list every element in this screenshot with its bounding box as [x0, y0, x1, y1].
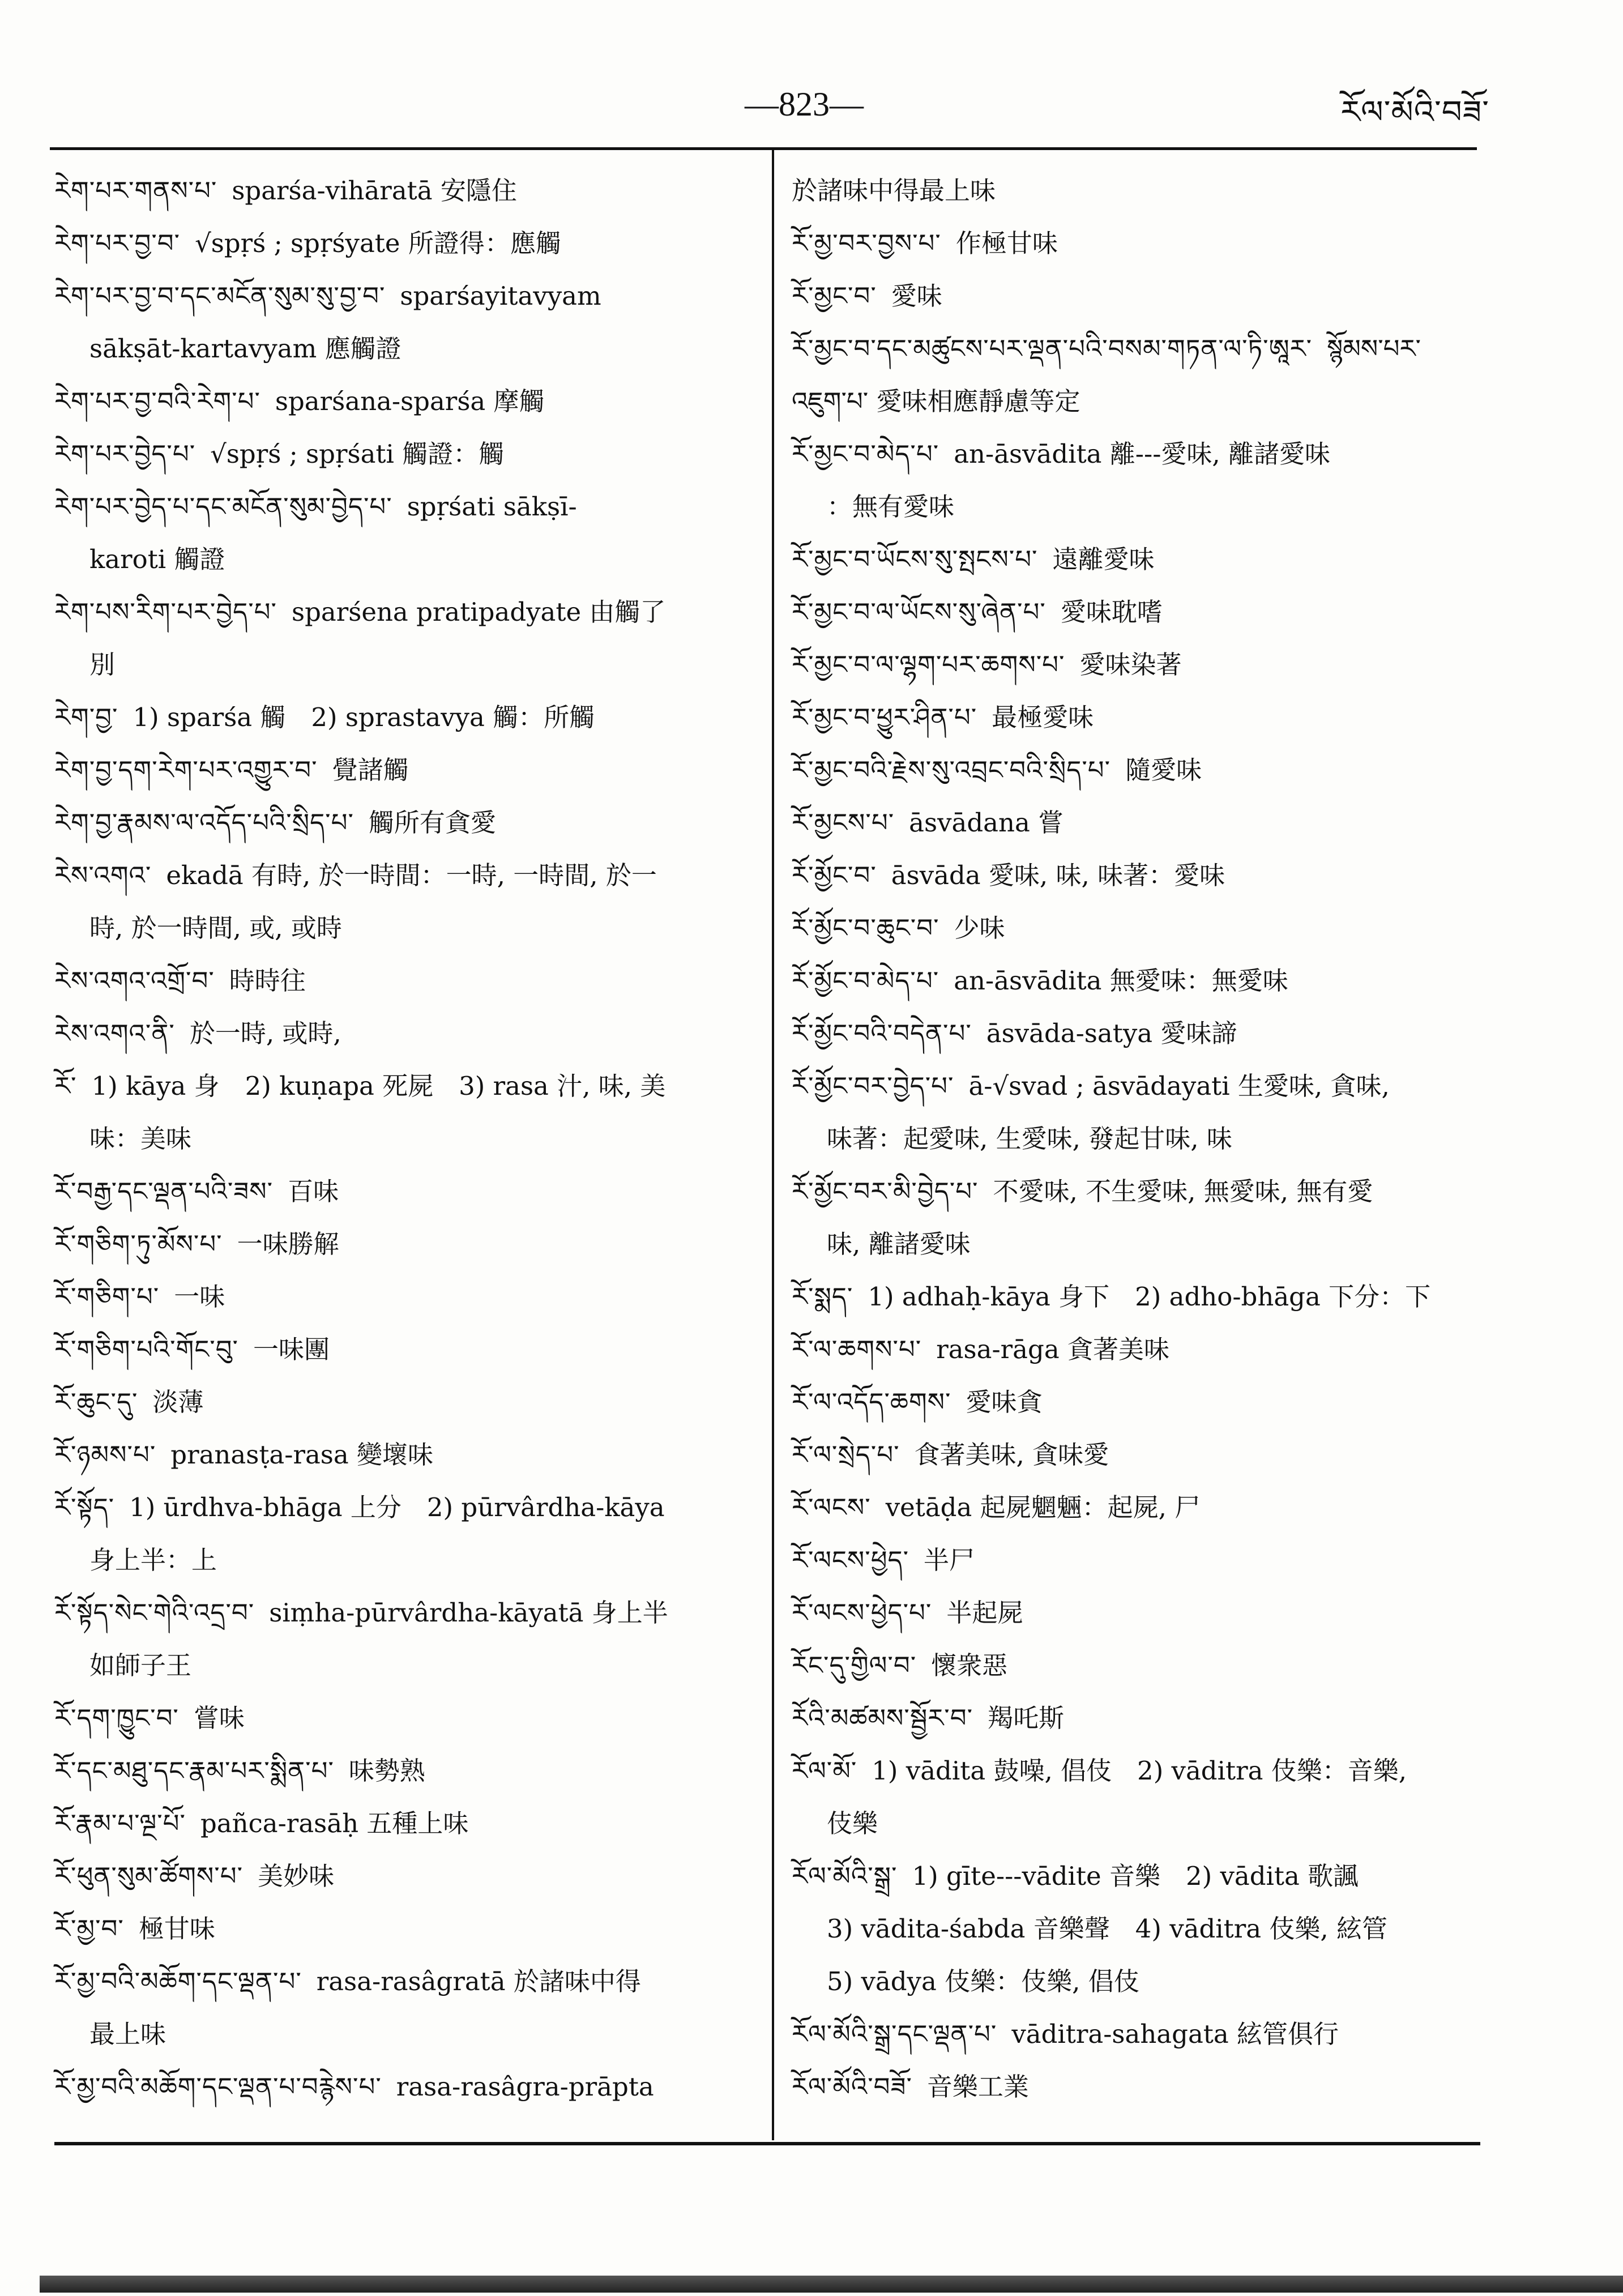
dictionary-entry	[792, 270, 1466, 322]
entry-headword: རོ་མྱང་བའི་རྗེས་སུ་འབྲང་བའི་སྲིད་པ་	[792, 755, 1111, 785]
entry-definition: 覺諸觸	[332, 755, 409, 785]
dictionary-entry	[792, 164, 1466, 217]
entry-definition: 愛味耽嗜	[1060, 597, 1163, 627]
entry-headword: རེས་འགའ་འགྲོ་བ་	[54, 966, 215, 996]
running-head: རོལ་མོའི་བཟོ་	[1340, 94, 1489, 131]
entry-headword: རོ་མྱང་བ་ཡོངས་སུ་སྤངས་པ་	[792, 544, 1038, 574]
entry-definition: rasa-rāga 貪著美味	[936, 1334, 1169, 1364]
entry-headword: རོ་བརྒྱ་དང་ལྡན་པའི་ཟས་	[54, 1176, 274, 1206]
right-column	[792, 164, 1466, 2113]
entry-headword: རོང་དུ་གྱིལ་བ་	[792, 1650, 917, 1680]
entry-headword: རོ་	[54, 1071, 77, 1101]
entry-headword: རོ་ལངས་ཕྱེད་	[792, 1545, 909, 1575]
entry-definition: 1) ūrdhva-bhāga 上分 2) pūrvârdha-kāya	[129, 1492, 665, 1522]
dictionary-entry	[792, 1639, 1466, 1692]
dictionary-entry	[54, 2060, 757, 2113]
dictionary-entry	[792, 428, 1466, 533]
entry-headword: རོལ་མོའི་སྒྲ་དང་ལྡན་པ་	[792, 2019, 997, 2049]
entry-definition: spṛśati sākṣī-	[407, 492, 577, 522]
dictionary-entry	[792, 796, 1466, 849]
dictionary-entry	[54, 1270, 757, 1323]
entry-definition: 嘗味	[193, 1703, 245, 1733]
entry-definition: sparśana-sparśa 摩觸	[275, 386, 545, 416]
entry-definition: 作極甘味	[955, 228, 1058, 258]
entry-definition: 味著：起愛味, 生愛味, 發起甘味, 味	[827, 1124, 1232, 1154]
dictionary-entry	[792, 2008, 1466, 2060]
dictionary-entry	[54, 1586, 757, 1692]
entry-headword: རེག་པར་བྱེད་པ་དང་མངོན་སུམ་བྱེད་པ་	[54, 492, 392, 522]
entry-definition: སྙོམས་པར་འཇུག་པ་ 愛味相應靜慮等定	[792, 334, 1421, 416]
entry-definition: āsvāda 愛味, 味, 味著：愛味	[891, 860, 1225, 890]
dictionary-entry	[54, 428, 757, 480]
dictionary-entry	[54, 1165, 757, 1218]
dictionary-entry	[792, 1270, 1466, 1323]
column-divider	[772, 150, 774, 2140]
entry-definition: 最上味	[89, 2019, 166, 2049]
entry-headword: རོ་དང་མཐུ་དང་རྣམ་པར་སྨིན་པ་	[54, 1756, 334, 1786]
entry-definition: ā-√svad ; āsvādayati 生愛味, 貪味,	[968, 1071, 1390, 1101]
entry-definition: 半尸	[924, 1545, 975, 1575]
entry-definition: āsvādana 嘗	[909, 808, 1064, 838]
dictionary-entry	[792, 1850, 1466, 2008]
dictionary-entry	[54, 1428, 757, 1481]
entry-definition: 1) kāya 身 2) kuṇapa 死屍 3) rasa 汁, 味, 美	[91, 1071, 666, 1101]
entry-headword: རེག་བྱ་དག་རེག་པར་འགྱུར་བ་	[54, 755, 318, 785]
entry-definition: pañca-rasāḥ 五種上味	[200, 1808, 469, 1838]
entry-definition: vāditra-sahagata 絃管俱行	[1011, 2019, 1339, 2049]
dictionary-entry	[792, 849, 1466, 902]
entry-definition: sparśayitavyam	[400, 281, 601, 311]
entry-definition: 3) vādita-śabda 音樂聲 4) vāditra 伎樂, 絃管	[827, 1914, 1388, 1944]
entry-definition: 食著美味, 貪味愛	[914, 1440, 1109, 1470]
dictionary-entry	[792, 1481, 1466, 1534]
entry-headword: རོ་ལངས་ཕྱེད་པ་	[792, 1598, 932, 1628]
entry-definition: 時, 於一時間, 或, 或時	[89, 913, 342, 943]
dictionary-entry	[792, 691, 1466, 744]
entry-headword: རོ་མྱ་བ་	[54, 1914, 124, 1944]
entry-headword: རོ་མྱང་བ་ཕྱུར་ཤིན་པ་	[792, 702, 977, 732]
dictionary-entry	[54, 1797, 757, 1850]
dictionary-entry	[54, 796, 757, 849]
entry-definition: 別	[89, 650, 116, 680]
entry-definition: 於一時, 或時,	[189, 1018, 341, 1048]
entry-definition: ekadā 有時, 於一時間：一時, 一時間, 於一	[166, 860, 657, 890]
entry-headword: རོ་མྱོང་བར་མི་བྱེད་པ་	[792, 1176, 979, 1206]
entry-definition: ：無有愛味	[827, 492, 955, 522]
entry-definition: 淡薄	[152, 1387, 204, 1417]
entry-headword: རོ་ཆུང་དུ་	[54, 1387, 138, 1417]
dictionary-entry	[54, 1376, 757, 1428]
entry-definition: 一味勝解	[237, 1229, 339, 1259]
entry-headword: རོ་མྱང་བ་དང་མཚུངས་པར་ལྡན་པའི་བསམ་གཏན་ལ་ཏི་ཨཱར་	[792, 334, 1313, 364]
dictionary-entry	[792, 1007, 1466, 1060]
dictionary-entry	[792, 1165, 1466, 1270]
entry-headword: རོ་མྱ་བར་བྱས་པ་	[792, 228, 941, 258]
entry-headword: རེག་པར་བྱ་བ་དང་མངོན་སུམ་སུ་བྱ་བ་	[54, 281, 386, 311]
dictionary-entry	[54, 375, 757, 428]
entry-headword: རོ་གཅིག་ཏུ་མོས་པ་	[54, 1229, 223, 1259]
entry-headword: རོ་ལ་འདོད་ཆགས་	[792, 1387, 951, 1417]
dictionary-entry	[792, 1744, 1466, 1850]
entry-definition: 味：美味	[89, 1124, 192, 1154]
entry-headword: རོལ་མོའི་སྒྲ་	[792, 1861, 898, 1891]
entry-definition: 如師子王	[89, 1650, 192, 1680]
entry-headword: རེག་པར་བྱ་བ་	[54, 228, 181, 258]
entry-headword: རོ་དག་ཁྱུང་བ་	[54, 1703, 179, 1733]
entry-headword: རོ་མྱང་བ་	[792, 281, 877, 311]
entry-headword: རོ་མྱ་བའི་མཆོག་དང་ལྡན་པ་བརྙེས་པ་	[54, 2072, 382, 2102]
entry-definition: 於諸味中得最上味	[792, 176, 996, 206]
entry-definition: 1) sparśa 觸 2) sprastavya 觸：所觸	[133, 702, 595, 732]
dictionary-entry	[792, 533, 1466, 586]
entry-definition: siṃha-pūrvârdha-kāyatā 身上半	[269, 1598, 668, 1628]
dictionary-entry	[54, 270, 757, 375]
entry-definition: 百味	[288, 1176, 339, 1206]
dictionary-entry	[792, 217, 1466, 270]
entry-headword: རོའི་མཚམས་སྦྱོར་བ་	[792, 1703, 973, 1733]
entry-definition: 1) vādita 鼓噪, 倡伎 2) vāditra 伎樂：音樂,	[872, 1756, 1407, 1786]
entry-headword: རོ་མྱོང་བ་མེད་པ་	[792, 966, 939, 996]
bottom-rule	[54, 2142, 1480, 2145]
entry-definition: 味, 離諸愛味	[827, 1229, 971, 1259]
entry-headword: རོ་མྱང་བ་ལ་ལྷག་པར་ཆགས་པ་	[792, 650, 1065, 680]
entry-definition: 味勢熟	[348, 1756, 425, 1786]
entry-definition: rasa-rasâgra-prāpta	[396, 2072, 654, 2102]
entry-definition: 愛味	[891, 281, 942, 311]
entry-definition: pranasṭa-rasa 變壞味	[170, 1440, 434, 1470]
dictionary-entry	[792, 1060, 1466, 1165]
entry-headword: རེས་འགའ་	[54, 860, 152, 890]
dictionary-entry	[792, 1692, 1466, 1744]
entry-headword: རོ་ལངས་	[792, 1492, 871, 1522]
dictionary-entry	[792, 744, 1466, 796]
entry-definition: 時時往	[229, 966, 306, 996]
entry-headword: རོ་གཅིག་པའི་གོང་བུ་	[54, 1334, 238, 1364]
dictionary-entry	[792, 1376, 1466, 1428]
entry-headword: རོ་སྟོད་སེང་གེའི་འདྲ་བ་	[54, 1598, 255, 1628]
entry-definition: 伎樂	[827, 1808, 878, 1838]
dictionary-entry	[54, 744, 757, 796]
entry-headword: རོ་མྱོང་བ་ཆུང་བ་	[792, 913, 939, 943]
dictionary-entry	[792, 902, 1466, 954]
entry-definition: āsvāda-satya 愛味諦	[986, 1018, 1237, 1048]
dictionary-entry	[792, 1428, 1466, 1481]
dictionary-entry	[54, 480, 757, 586]
entry-headword: རོ་མྱང་བ་མེད་པ་	[792, 439, 939, 469]
entry-headword: རོ་ཕུན་སུམ་ཚོགས་པ་	[54, 1861, 244, 1891]
entry-definition: 最極愛味	[992, 702, 1094, 732]
entry-definition: sākṣāt-kartavyam 應觸證	[89, 334, 402, 364]
dictionary-entry	[54, 586, 757, 691]
dictionary-entry	[792, 1323, 1466, 1376]
entry-definition: 愛味貪	[966, 1387, 1043, 1417]
entry-headword: རེས་འགའ་ནི་	[54, 1018, 175, 1048]
entry-definition: √spṛś ; spṛśati 觸證：觸	[210, 439, 505, 469]
dictionary-entry	[54, 1850, 757, 1902]
entry-headword: རོ་མྱངས་པ་	[792, 808, 895, 838]
entry-headword: རོ་མྱོང་བར་བྱེད་པ་	[792, 1071, 954, 1101]
dictionary-entry	[54, 691, 757, 744]
dictionary-entry	[54, 164, 757, 217]
entry-definition: 遠離愛味	[1052, 544, 1155, 574]
dictionary-entry	[792, 586, 1466, 638]
entry-headword: རོ་ཉམས་པ་	[54, 1440, 156, 1470]
entry-definition: rasa-rasâgratā 於諸味中得	[316, 1966, 641, 1996]
entry-headword: རོ་མྱོང་བའི་བདེན་པ་	[792, 1018, 972, 1048]
entry-headword: རོ་ལ་ཆགས་པ་	[792, 1334, 922, 1364]
dictionary-entry	[54, 1902, 757, 1955]
entry-definition: √spṛś ; spṛśyate 所證得：應觸	[195, 228, 561, 258]
dictionary-entry	[792, 954, 1466, 1007]
entry-definition: 少味	[954, 913, 1005, 943]
entry-definition: 1) adhaḥ-kāya 身下 2) adho-bhāga 下分：下	[868, 1282, 1431, 1312]
dictionary-entry	[792, 1534, 1466, 1586]
dictionary-entry	[54, 1481, 757, 1586]
dictionary-entry	[54, 1007, 757, 1060]
dictionary-entry	[54, 1060, 757, 1165]
entry-definition: 身上半：上	[89, 1545, 217, 1575]
entry-headword: རོ་གཅིག་པ་	[54, 1282, 160, 1312]
entry-headword: རོ་སྨད་	[792, 1282, 853, 1312]
entry-definition: 美妙味	[258, 1861, 335, 1891]
entry-definition: 一味	[174, 1282, 225, 1312]
dictionary-entry	[54, 1323, 757, 1376]
scan-edge-band	[40, 2276, 1623, 2293]
entry-headword: རེག་བྱ་	[54, 702, 118, 732]
entry-headword: རོ་མྱ་བའི་མཆོག་དང་ལྡན་པ་	[54, 1966, 302, 1996]
entry-headword: རེག་པར་བྱེད་པ་	[54, 439, 196, 469]
entry-headword: རོ་མྱང་བ་ལ་ཡོངས་སུ་ཞེན་པ་	[792, 597, 1046, 627]
entry-headword: རོ་སྟོད་	[54, 1492, 115, 1522]
entry-definition: an-āsvādita 離---愛味, 離諸愛味	[954, 439, 1331, 469]
page-number: —823—	[745, 86, 864, 123]
dictionary-entry	[54, 849, 757, 954]
entry-headword: རོ་ལ་སྲེད་པ་	[792, 1440, 900, 1470]
entry-definition: an-āsvādita 無愛味：無愛味	[954, 966, 1288, 996]
entry-definition: 音樂工業	[926, 2072, 1029, 2102]
entry-definition: karoti 觸證	[89, 544, 225, 574]
entry-headword: རོལ་མོ་	[792, 1756, 857, 1786]
entry-definition: 5) vādya 伎樂：伎樂, 倡伎	[827, 1966, 1139, 1996]
dictionary-entry	[54, 1955, 757, 2060]
dictionary-entry	[54, 217, 757, 270]
entry-definition: 懷衆惡	[931, 1650, 1008, 1680]
entry-definition: sparśa-vihāratā 安隱住	[232, 176, 517, 206]
entry-definition: 愛味染著	[1079, 650, 1182, 680]
entry-definition: 一味團	[253, 1334, 330, 1364]
dictionary-entry	[792, 322, 1466, 428]
top-rule	[50, 147, 1477, 150]
dictionary-entry	[54, 1692, 757, 1744]
entry-headword: རེག་པར་གནས་པ་	[54, 176, 217, 206]
dictionary-entry	[54, 1218, 757, 1270]
left-column	[54, 164, 757, 2113]
entry-definition: vetāḍa 起屍魍魎：起屍, 尸	[885, 1492, 1201, 1522]
entry-definition: 隨愛味	[1125, 755, 1202, 785]
entry-definition: 不愛味, 不生愛味, 無愛味, 無有愛	[993, 1176, 1373, 1206]
entry-definition: 半起屍	[946, 1598, 1023, 1628]
entry-definition: sparśena pratipadyate 由觸了	[291, 597, 666, 627]
dictionary-entry	[792, 638, 1466, 691]
entry-definition: 羯吒斯	[988, 1703, 1065, 1733]
dictionary-entry	[54, 954, 757, 1007]
entry-headword: རེག་པས་རིག་པར་བྱེད་པ་	[54, 597, 277, 627]
entry-headword: རེག་བྱ་རྣམས་ལ་འདོད་པའི་སྲིད་པ་	[54, 808, 354, 838]
dictionary-entry	[792, 2060, 1466, 2113]
entry-headword: རེག་པར་བྱ་བའི་རེག་པ་	[54, 386, 260, 416]
entry-definition: 觸所有貪愛	[368, 808, 496, 838]
dictionary-entry	[792, 1586, 1466, 1639]
entry-headword: རོ་མྱོང་བ་	[792, 860, 877, 890]
entry-definition: 極甘味	[138, 1914, 215, 1944]
entry-definition: 1) gīte---vādite 音樂 2) vādita 歌諷	[912, 1861, 1359, 1891]
entry-headword: རོལ་མོའི་བཟོ་	[792, 2072, 912, 2102]
entry-headword: རོ་རྣམ་པ་ལྔ་པོ་	[54, 1808, 186, 1838]
dictionary-entry	[54, 1744, 757, 1797]
